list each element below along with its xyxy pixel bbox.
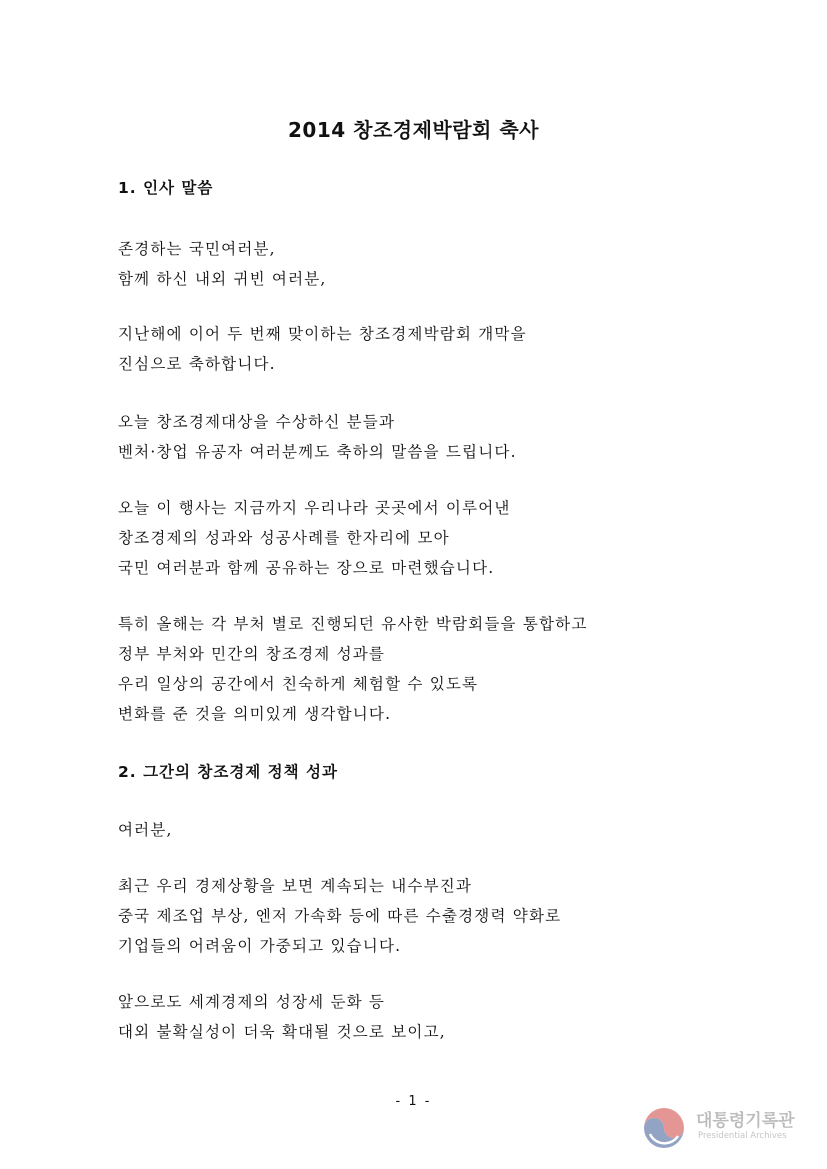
body-line: 기업들의 어려움이 가중되고 있습니다.: [118, 937, 402, 955]
body-line: 우리 일상의 공간에서 친숙하게 체험할 수 있도록: [118, 675, 479, 693]
page-number: - 1 -: [395, 1094, 432, 1109]
body-line: 중국 제조업 부상, 엔저 가속화 등에 따른 수출경쟁력 약화로: [118, 907, 562, 925]
archive-watermark: [640, 1100, 810, 1152]
body-line: 존경하는 국민여러분,: [118, 240, 276, 258]
body-line: 오늘 이 행사는 지금까지 우리나라 곳곳에서 이루어낸: [118, 499, 511, 517]
watermark-subtitle: Presidential Archives: [698, 1131, 787, 1141]
body-line: 함께 하신 내외 귀빈 여러분,: [118, 270, 327, 288]
document-title: 2014 창조경제박람회 축사: [288, 118, 539, 142]
body-line: 최근 우리 경제상황을 보면 계속되는 내수부진과: [118, 877, 473, 895]
body-line: 정부 부처와 민간의 창조경제 성과를: [118, 645, 386, 663]
body-line: 지난해에 이어 두 번째 맞이하는 창조경제박람회 개막을: [118, 325, 527, 343]
body-line: 여러분,: [118, 821, 173, 839]
body-line: 변화를 준 것을 의미있게 생각합니다.: [118, 705, 392, 723]
body-line: 오늘 창조경제대상을 수상하신 분들과: [118, 413, 396, 431]
watermark-title: 대통령기록관: [696, 1111, 795, 1131]
body-line: 진심으로 축하합니다.: [118, 355, 276, 373]
body-line: 국민 여러분과 함께 공유하는 장으로 마련했습니다.: [118, 559, 495, 577]
section-2-heading: 2. 그간의 창조경제 정책 성과: [118, 763, 338, 781]
taegeuk-emblem-icon: [640, 1104, 688, 1152]
section-1-heading: 1. 인사 말씀: [118, 179, 214, 197]
body-line: 앞으로도 세계경제의 성장세 둔화 등: [118, 993, 386, 1011]
body-line: 벤처·창업 유공자 여러분께도 축하의 말씀을 드립니다.: [118, 443, 517, 461]
body-line: 창조경제의 성과와 성공사례를 한자리에 모아: [118, 529, 450, 547]
body-line: 대외 불확실성이 더욱 확대될 것으로 보이고,: [118, 1023, 446, 1041]
body-line: 특히 올해는 각 부처 별로 진행되던 유사한 박람회들을 통합하고: [118, 615, 588, 633]
